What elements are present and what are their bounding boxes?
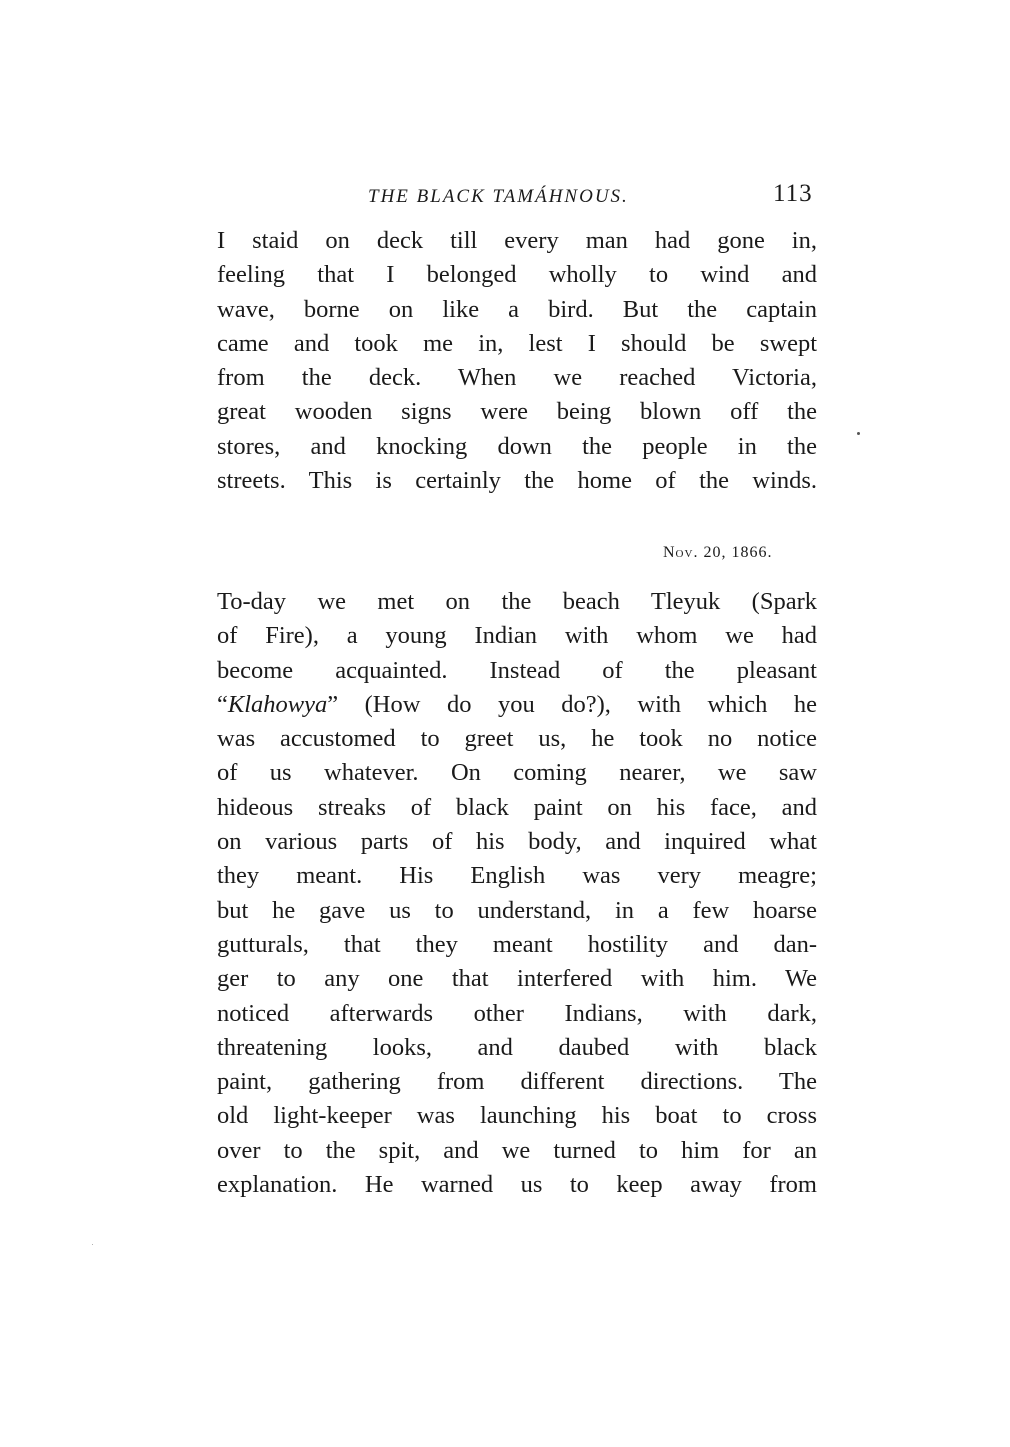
text-line: explanation. He warned us to keep away from [217,1171,817,1199]
text-line: of Fire), a young Indian with whom we had [217,622,817,650]
text-line: they meant. His English was very meagre; [217,862,817,890]
text-line: threatening looks, and daubed with black [217,1033,817,1061]
text-line: hideous streaks of black paint on his face, and [217,793,817,821]
paragraph-1 [217,224,817,498]
page-number: 113 [773,180,813,207]
italic-word: Klahowya [227,690,328,718]
dateline: Nov. 20, 1866. [663,544,773,561]
scan-speck [92,1244,93,1245]
text-line: gutturals, that they meant hostility and dan- [217,930,817,958]
text-line: feeling that I belonged wholly to wind and [217,261,817,289]
open-quote: “ [217,690,228,718]
text-line: To-day we met on the beach Tleyuk (Spark [217,588,817,615]
text-line: old light-keeper was launching his boat to cross [217,1102,817,1130]
running-title: THE BLACK TAMÁHNOUS. [368,186,629,207]
text-line-with-italic [217,688,817,722]
text-line: of us whatever. On coming nearer, we saw [217,759,817,787]
paragraph-2 [217,585,817,1202]
text-line: came and took me in, lest I should be swept [217,329,817,357]
text-line: wave, borne on like a bird. But the captain [217,295,817,323]
line-rest: ” (How do you do?), with which he [327,690,817,718]
text-line: I staid on deck till every man had gone in, [217,227,817,254]
text-line: over to the spit, and we turned to him for an [217,1136,817,1164]
text-line: streets. This is certainly the home of the winds. [217,467,817,495]
text-line: noticed afterwards other Indians, with dark, [217,999,817,1027]
text-line: great wooden signs were being blown off the [217,398,817,426]
text-line: but he gave us to understand, in a few hoarse [217,896,817,924]
scan-speck [857,432,860,435]
text-line: paint, gathering from different directions. The [217,1068,817,1096]
text-line: was accustomed to greet us, he took no notice [217,725,817,753]
text-line: stores, and knocking down the people in the [217,432,817,460]
text-line: on various parts of his body, and inquired what [217,828,817,856]
text-line: from the deck. When we reached Victoria, [217,364,817,392]
text-line: ger to any one that interfered with him. We [217,965,817,993]
text-line: become acquainted. Instead of the pleasant [217,656,817,684]
